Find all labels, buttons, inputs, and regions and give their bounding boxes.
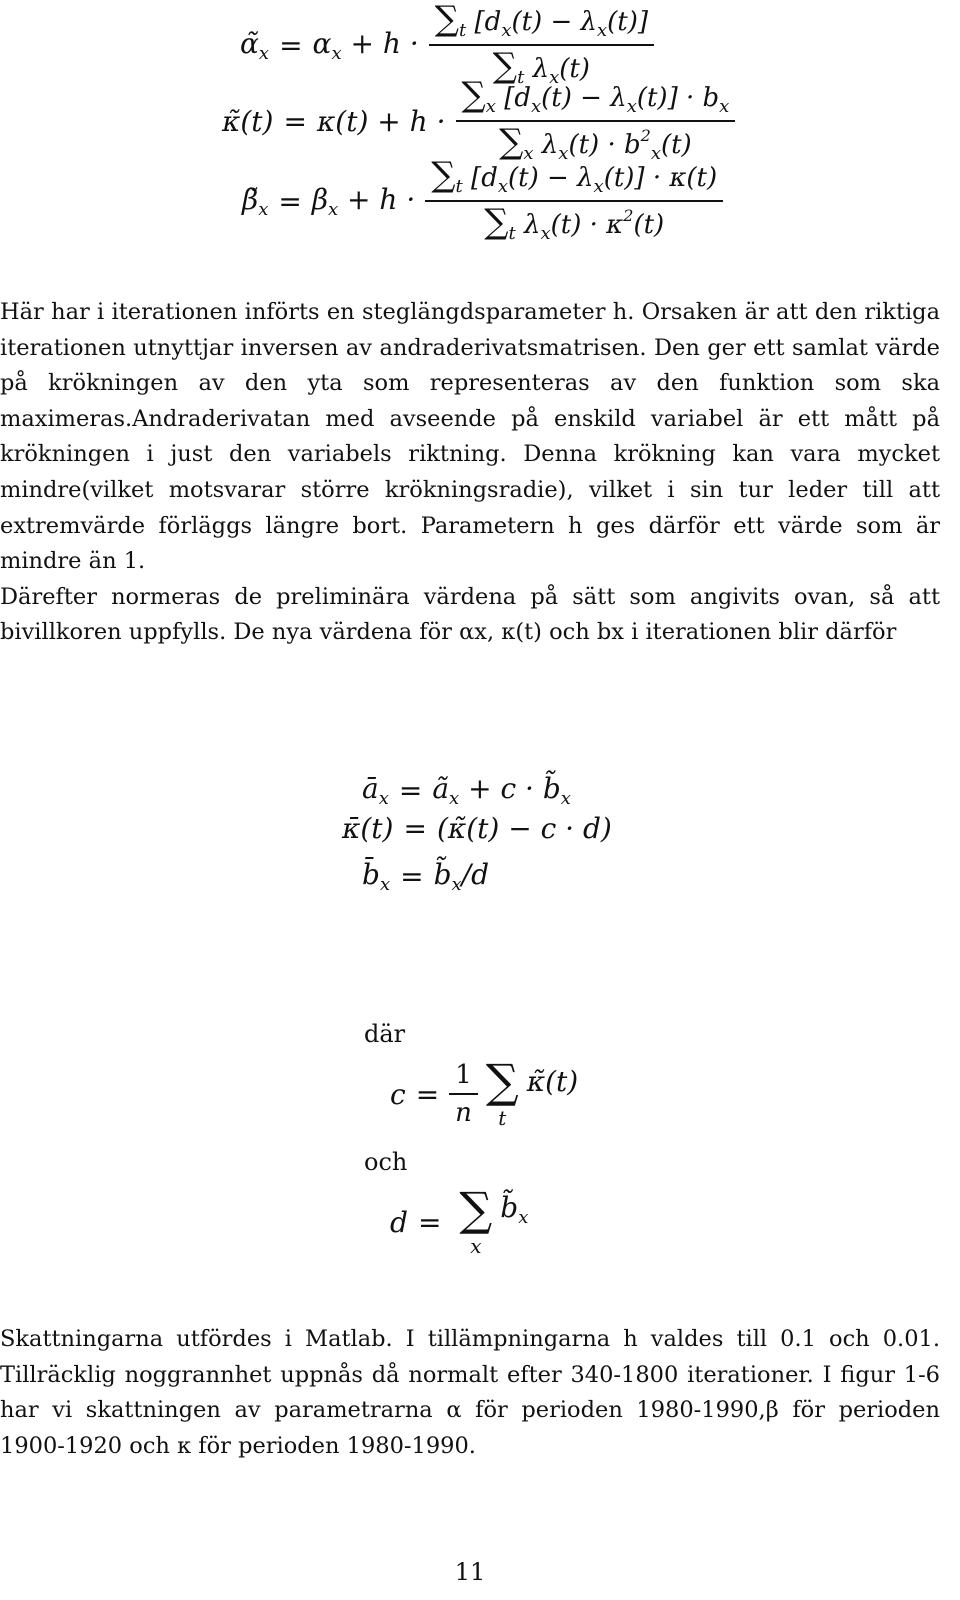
paragraph-step-length: Här har i iterationen införts en steglängdsparameter h. Orsaken är att den riktiga iterationen utnyttjar inversen av andraderivatsmatrisen. Den ger ett samlat värde på krökningen av den yta som representeras av den funktion som ska maximeras.Andraderivatan med avseende på enskild variabel är ett mått på krökningen i just den variabels riktning. Denna krökning kan vara mycket mindre(vilket motsvarar större krökningsradie), vilket i sin tur leder till att extremvärde förläggs längre bort. Parametern h ges därför ett värde som är mindre än 1.	[0, 299, 940, 575]
page-number: 11	[454, 1558, 486, 1586]
beta-fraction	[425, 155, 723, 244]
beta-lhs: $\betã_x$	[242, 182, 269, 220]
beta-rhs-prefix: $\beta_x + h$ ·	[311, 182, 416, 220]
kappa-bar-lhs: κ̄(t)	[342, 812, 394, 845]
c-body: κ̃(t)	[526, 1064, 579, 1098]
b-bar-lhs: $b̄_x$	[362, 858, 391, 895]
beta-numerator: $\sum_t$ $[d_x(t) - \lambda_x(t)] \cdot \kappa(t)$	[431, 155, 718, 197]
alpha-denominator: $\sum_t$ $\lambda_x(t)$	[492, 46, 590, 88]
equals-sign: =	[278, 184, 302, 218]
a-bar-equation	[362, 772, 571, 809]
kappa-bar-equation	[342, 812, 612, 845]
b-bar-rhs: $b̃_x/d$	[433, 858, 490, 895]
d-body: $b̃_x$	[500, 1190, 529, 1228]
alpha-rhs-prefix: $\alpha_x + h$ ·	[312, 26, 419, 64]
paragraph-normalization: Därefter normeras de preliminära värdena på sätt som angivits ovan, så att bivillkoren uppfylls. De nya värdena för αx, κ(t) och bx i iterationen blir därför	[0, 583, 940, 646]
kappa-rhs-prefix: κ(t) + h ·	[316, 104, 446, 138]
kappa-numerator: $\sum_x$ $[d_x(t) - \lambda_x(t)] \cdot b_x$	[461, 75, 730, 117]
d-lhs: d	[390, 1205, 408, 1239]
c-definition	[390, 1054, 579, 1130]
alpha-lhs: $\alphã_x$	[240, 26, 270, 64]
equals-sign: =	[398, 774, 423, 807]
body-text-main	[0, 295, 940, 651]
kappa-denominator: $\sum_x$ $\lambda_x(t) \cdot b^2_x(t)$	[499, 122, 692, 164]
sum-limit-x: x	[470, 1234, 482, 1258]
sum-over-x	[459, 1182, 493, 1258]
equals-sign: =	[283, 104, 307, 138]
d-definition	[390, 1182, 529, 1258]
kappa-equation	[222, 75, 735, 164]
b-bar-equation	[362, 858, 489, 895]
c-numerator: 1	[455, 1060, 472, 1090]
word-dar: där	[364, 1020, 406, 1048]
paragraph-matlab: Skattningarna utfördes i Matlab. I tillämpningarna h valdes till 0.1 och 0.01. Tillräcklig noggrannhet uppnås då normalt efter 340-1800 iterationer. I figur 1-6 har vi skattningen av parametrarna α för perioden 1980-1990,β för perioden 1900-1920 och κ för perioden 1980-1990.	[0, 1326, 940, 1459]
equals-sign: =	[400, 860, 424, 893]
c-lhs: c	[390, 1077, 406, 1111]
alpha-equation	[240, 2, 654, 88]
beta-equation	[242, 155, 723, 244]
sigma-symbol: ∑	[485, 1054, 519, 1108]
kappa-fraction	[456, 75, 736, 164]
a-bar-lhs: $ā_x$	[362, 772, 389, 809]
beta-denominator: $\sum_t$ $\lambda_x(t) \cdot \kappa^2(t)$	[484, 202, 665, 244]
equals-sign: =	[417, 1205, 442, 1239]
kappa-lhs: κ̃(t)	[222, 104, 274, 138]
equals-sign: =	[279, 28, 303, 62]
equals-sign: =	[415, 1077, 440, 1111]
sum-limit-t: t	[498, 1106, 507, 1130]
word-och: och	[364, 1148, 408, 1176]
sigma-symbol: ∑	[459, 1182, 493, 1236]
c-denominator: n	[455, 1098, 472, 1128]
alpha-numerator: $\sum_t$ $[d_x(t) - \lambda_x(t)]$	[434, 0, 649, 41]
sum-over-t	[485, 1054, 519, 1130]
body-text-final	[0, 1322, 940, 1464]
equals-sign: =	[403, 812, 427, 845]
a-bar-rhs: $ã_x + c$ · $b̃_x$	[432, 772, 571, 809]
c-fraction	[449, 1060, 478, 1128]
kappa-bar-rhs: (κ̃(t) − c · d)	[436, 812, 612, 845]
